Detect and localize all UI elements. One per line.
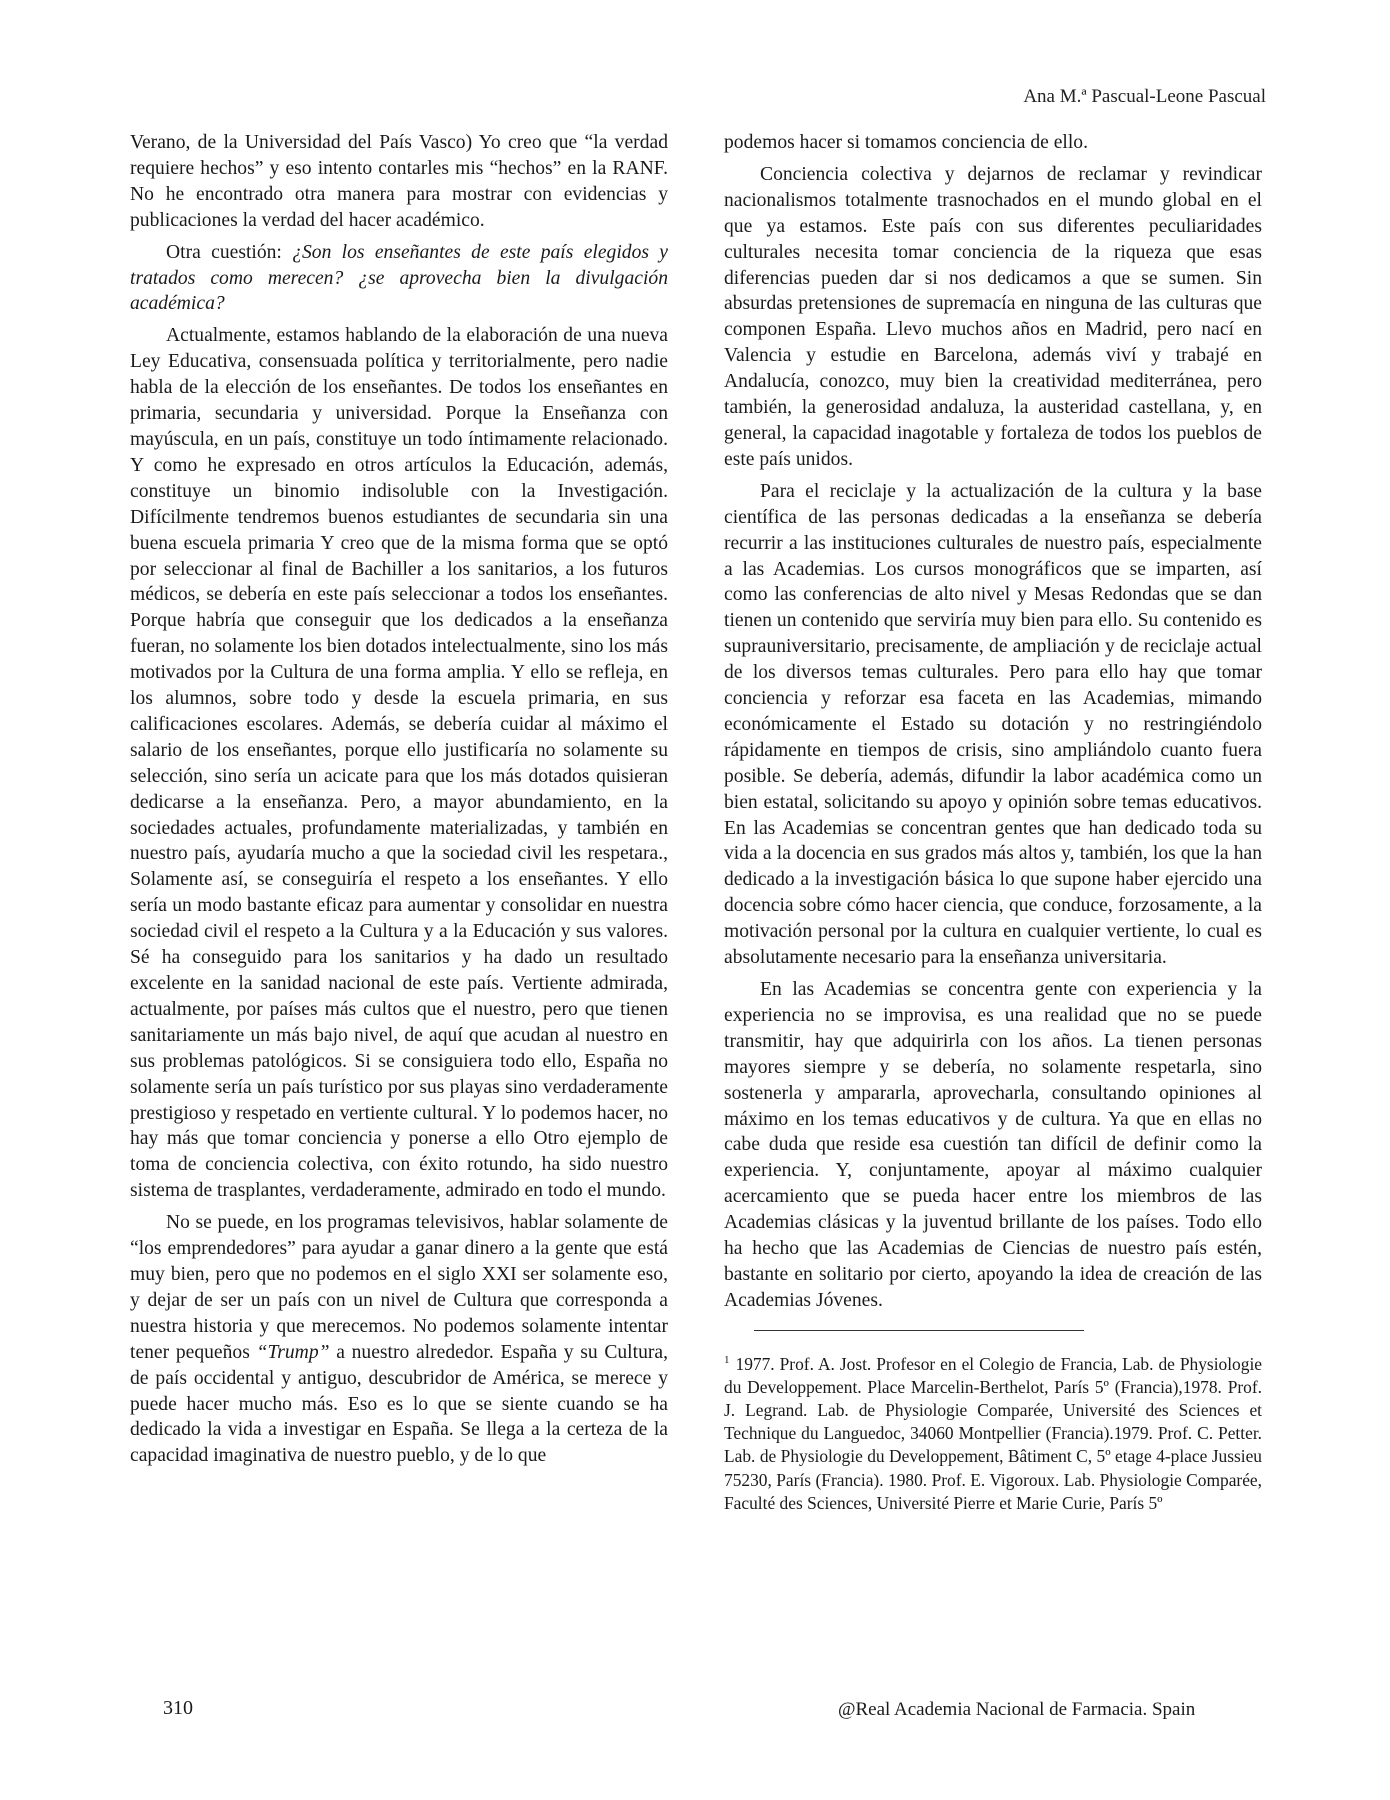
question-italic: ¿Son los enseñantes de este país elegidos y tratados como merecen? ¿se aprovecha bien la divulgación académica? bbox=[130, 241, 668, 315]
footer-copyright: @Real Academia Nacional de Farmacia. Spain bbox=[838, 1699, 1196, 1720]
left-column bbox=[130, 130, 668, 1475]
right-column bbox=[724, 130, 1262, 1521]
paragraph: Verano, de la Universidad del País Vasco) Yo creo que “la verdad requiere hechos” y eso intento contarles mis “hechos” en la RANF. No he encontrado otra manera para mostrar con evidencias y publicaciones la verdad del hacer académico. bbox=[130, 132, 668, 231]
running-header-author: Ana M.ª Pascual-Leone Pascual bbox=[1023, 86, 1266, 107]
paragraph: Conciencia colectiva y dejarnos de reclamar y revindicar nacionalismos totalmente trasnochados en el mundo global en el que ya estamos. Este país con sus diferentes peculiaridades culturales necesita tomar conciencia de la riqueza que esas diferencias pueden dar si nos dedicamos a que se sumen. Sin absurdas pretensiones de supremacía en ninguna de las culturas que componen España. Llevo muchos años en Madrid, pero nací en Valencia y estudie en Barcelona, además viví y trabajé en Andalucía, conozco, muy bien la creatividad mediterránea, pero también, la generosidad andaluza, la austeridad castellana, y, en general, la capacidad inagotable y fortaleza de todos los pueblos de este país unidos. bbox=[724, 163, 1262, 470]
paragraph: En las Academias se concentra gente con experiencia y la experiencia no se improvisa, es una realidad que no se puede transmitir, hay que adquirirla con los años. La tienen personas mayores siempre y se debería, no solamente respetarla, sino sostenerla y ampararla, aprovecharla, consultando opiniones al máximo en los temas educativos y de cultura. Ya que en ellas no cabe duda que reside esa cuestión tan difícil de definir como la experiencia. Y, conjuntamente, apoyar al máximo cualquier acercamiento que se pueda hacer entre los miembros de las Academias clásicas y la juventud brillante de los países. Todo ello ha hecho que las Academias de Ciencias de nuestro país estén, bastante en solitario por cierto, apoyando la idea de creación de las Academias Jóvenes. bbox=[724, 979, 1262, 1311]
text-italic: “Trump” bbox=[256, 1341, 330, 1363]
paragraph: Para el reciclaje y la actualización de la cultura y la base científica de las personas dedicadas a la enseñanza se debería recurrir a las instituciones culturales de nuestro país, especialmente a las Academias. Los cursos monográficos que se imparten, así como las conferencias de alto nivel y Mesas Redondas que se dan tienen un contenido que serviría muy bien para ello. Su contenido es suprauniversitario, precisamente, de ampliación y de reciclaje actual de los diversos temas culturales. Pero para ello hay que tomar conciencia y reforzar esa faceta en las Academias, mimando económicamente el Estado su dotación y no restringiéndolo rápidamente en tiempos de crisis, sino ampliándolo cuanto fuera posible. Se debería, además, difundir la labor académica como un bien estatal, solicitando su apoyo y opinión sobre temas educativos. En las Academias se concentran gentes que han dedicado toda su vida a la docencia en sus grados más altos y, también, los que la han dedicado a la investigación básica lo que supone haber ejercido una docencia sobre cómo hacer ciencia, que conduce, forzosamente, a la motivación personal por la cultura en cualquier vertiente, lo cual es absolutamente necesario para la enseñanza universitaria. bbox=[724, 480, 1262, 969]
footnote-marker: 1 bbox=[724, 1353, 730, 1366]
paragraph-question bbox=[130, 240, 668, 318]
footnote-separator bbox=[754, 1330, 1084, 1331]
page-number: 310 bbox=[163, 1697, 193, 1719]
footnote bbox=[724, 1349, 1262, 1515]
footnote-text: 1977. Prof. A. Jost. Profesor en el Colegio de Francia, Lab. de Physiologie du Developpement. Place Marcelin-Berthelot, París 5º (Francia),1978. Prof. J. Legrand. Lab. de Physiologie Comparée, Université des Sciences et Technique du Languedoc, 34060 Montpellier (Francia).1979. Prof. C. Petter. Lab. de Physiologie du Developpement, Bâtiment C, 5º etage 4-place Jussieu 75230, París (Francia). 1980. Prof. E. Vigoroux. Lab. Physiologie Comparée, Faculté des Sciences, Université Pierre et Marie Curie, París 5º bbox=[724, 1353, 1262, 1513]
question-lead: Otra cuestión: bbox=[166, 241, 293, 263]
paragraph: podemos hacer si tomamos conciencia de ello. bbox=[724, 132, 1088, 153]
text-run: No se puede, en los programas televisivos, hablar solamente de “los emprendedores” para ayudar a ganar dinero a la gente que está muy bien, pero que no podemos en el siglo XXI ser solamente eso, y dejar de ser un país con un nivel de Cultura que corresponda a nuestra historia y que merecemos. No podemos solamente intentar tener pequeños bbox=[130, 1212, 668, 1363]
text-run: a nuestro alrededor. España y su Cultura, de país occidental y antiguo, descubridor de América, se merece y puede hacer mucho más. Eso es lo que se siente cuando se ha dedicado la vida a investigar en España. Se llega a la certeza de la capacidad imaginativa de nuestro pueblo, y de lo que bbox=[130, 1341, 668, 1467]
paragraph bbox=[130, 1210, 668, 1469]
paragraph: Actualmente, estamos hablando de la elaboración de una nueva Ley Educativa, consensuada política y territorialmente, pero nadie habla de la elección de los enseñantes. De todos los enseñantes en primaria, secundaria y universidad. Porque la Enseñanza con mayúscula, en un país, constituye un todo íntimamente relacionado. Y como he expresado en otros artículos la Educación, además, constituye un binomio indisoluble con la Investigación. Difícilmente tendremos buenos estudiantes de secundaria sin una buena escuela primaria Y creo que de la misma forma que se optó por seleccionar al final de Bachiller a los sanitarios, a los futuros médicos, se debería en este país seleccionar a todos los enseñantes. Porque habría que conseguir que los dedicados a la enseñanza fueran, no solamente los bien dotados intelectualmente, sino los más motivados por la Cultura de una forma amplia. Y ello se refleja, en los alumnos, sobre todo y desde la escuela primaria, en sus calificaciones escolares. Además, se debería cuidar al máximo el salario de los enseñantes, porque ello justificaría no solamente su selección, sino sería un acicate para que los más dotados quisieran dedicarse a la enseñanza. Pero, a mayor abundamiento, en la sociedades actuales, profundamente materializadas, y también en nuestro país, ayudaría mucho a que la sociedad civil les respetara., Solamente así, se conseguiría el respeto a los enseñantes. Y ello sería un modo bastante eficaz para aumentar y consolidar en nuestra sociedad civil el respeto a la Cultura y a la Educación y sus valores. Sé ha conseguido para los sanitarios y ha dado un resultado excelente en la sanidad nacional de este país. Vertiente admirada, actualmente, por países más cultos que el nuestro, pero que tienen sanitariamente un más bajo nivel, de aquí que acudan al nuestro en sus problemas patológicos. Si se consiguiera todo ello, España no solamente sería un país turístico por sus playas sino verdaderamente prestigioso y respetado en vertiente cultural. Y lo podemos hacer, no hay más que tomar conciencia y ponerse a ello Otro ejemplo de toma de conciencia colectiva, con éxito rotundo, ha sido nuestro sistema de trasplantes, verdaderamente, admirado en todo el mundo. bbox=[130, 325, 668, 1202]
